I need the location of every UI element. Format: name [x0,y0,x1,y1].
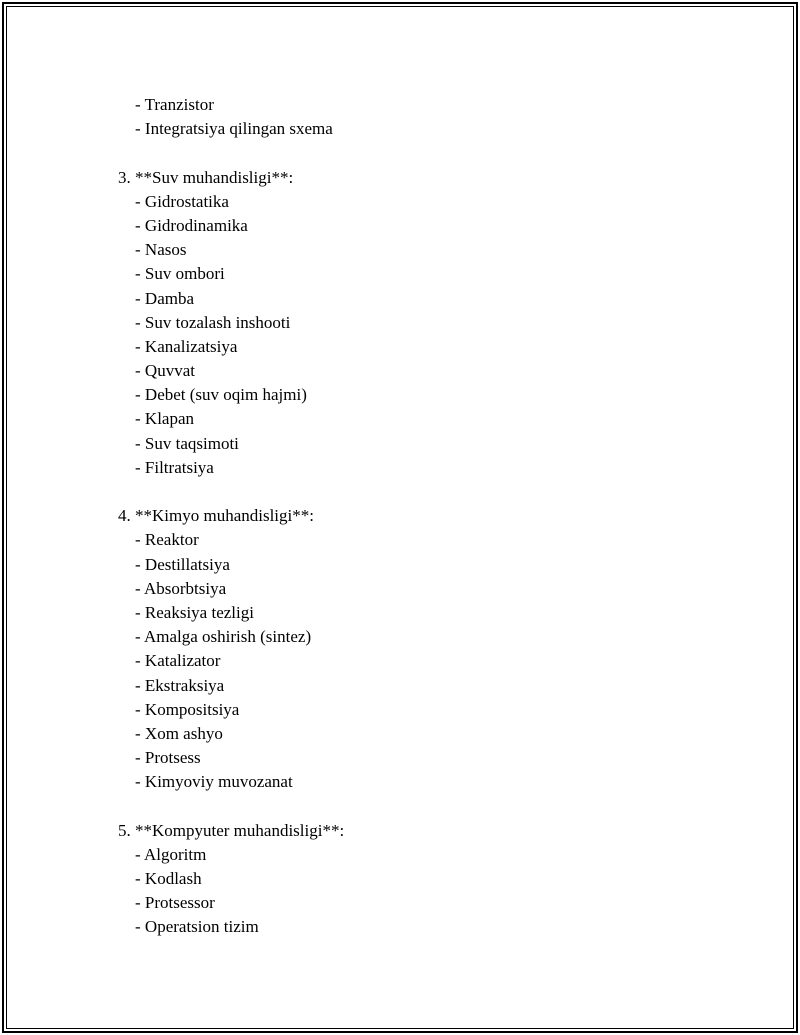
list-item: - Quvvat [135,361,195,381]
section-heading: 3. **Suv muhandisligi**: [118,167,294,187]
list-item: - Tranzistor [135,95,214,114]
list-item: - Amalga oshirish (sintez) [135,627,312,647]
list-item: - Algoritm [135,844,207,864]
list-item: - Klapan [135,409,195,429]
list-item: - Protsess [135,748,201,768]
section-heading: 5. **Kompyuter muhandisligi**: [118,820,345,840]
list-item: - Katalizator [135,651,221,671]
spacer [118,141,718,165]
list-item: - Operatsion tizim [135,917,259,937]
list-item: - Protsessor [135,893,215,913]
list-item: - Destillatsiya [135,554,230,574]
list-item: - Nasos [135,240,187,260]
spacer [118,794,718,818]
list-item: - Suv ombori [135,264,225,284]
list-item: - Reaktor [135,530,199,550]
list-item: - Suv taqsimoti [135,433,239,453]
section-heading: 4. **Kimyo muhandisligi**: [118,506,314,526]
list-item: - Ekstraksiya [135,675,225,695]
list-item: - Debet (suv oqim hajmi) [135,385,307,405]
list-item: - Absorbtsiya [135,578,227,598]
list-item: - Gidrodinamika [135,215,248,235]
list-item: - Kimyoviy muvozanat [135,772,293,792]
spacer [118,480,718,504]
list-item: - Reaksiya tezligi [135,602,254,622]
list-item: - Kompositsiya [135,699,240,719]
document-body [118,93,718,940]
list-item: - Integratsiya qilingan sxema [135,119,333,139]
list-item: - Kodlash [135,869,202,888]
list-item: - Suv tozalash inshooti [135,312,291,332]
list-item: - Damba [135,288,195,308]
list-item: - Filtratsiya [135,457,214,477]
list-item: - Xom ashyo [135,723,223,743]
list-item: - Kanalizatsiya [135,336,238,356]
list-item: - Gidrostatika [135,191,229,211]
